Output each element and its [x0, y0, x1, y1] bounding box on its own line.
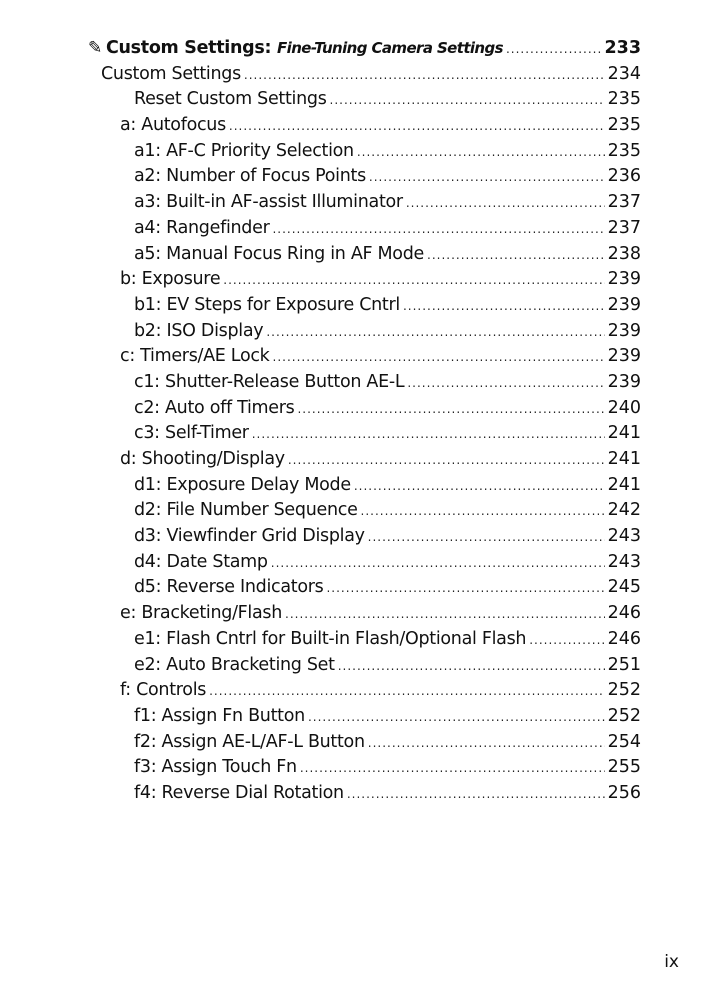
toc-entry-page-number: 239 [607, 371, 641, 392]
dot-leader [403, 294, 605, 320]
toc-entry[interactable] [0, 87, 709, 113]
toc-entry[interactable] [0, 62, 709, 88]
toc-entry-page-number: 239 [607, 294, 641, 315]
toc-entry[interactable] [0, 550, 709, 576]
toc-entry-page-number: 235 [607, 115, 641, 136]
toc-entry-label: d: Shooting/Display [120, 449, 285, 469]
toc-entry[interactable] [0, 319, 709, 345]
dot-leader [354, 474, 605, 500]
toc-entry-page-number: 235 [607, 140, 641, 161]
dot-leader [209, 679, 605, 705]
toc-entry-page-number: 241 [607, 449, 641, 469]
dot-leader [273, 345, 605, 371]
toc-entry-page-number: 252 [607, 680, 641, 701]
toc-entry[interactable] [0, 447, 709, 473]
toc-entry[interactable] [0, 627, 709, 653]
toc-entry[interactable] [0, 524, 709, 550]
toc-entry-label: c3: Self-Timer [134, 423, 249, 444]
toc-entry-label: c2: Auto off Timers [134, 397, 295, 418]
toc-entry-page-number: 246 [607, 603, 641, 624]
dot-leader [326, 576, 604, 602]
dot-leader [427, 243, 605, 269]
dot-leader [506, 37, 601, 63]
toc-entry-page-number: 239 [607, 269, 641, 290]
toc-entry-label: a4: Rangefinder [134, 217, 270, 238]
toc-entry[interactable] [0, 396, 709, 422]
toc-entry-label: c: Timers/AE Lock [120, 346, 270, 367]
toc-entry-page-number: 243 [607, 526, 641, 547]
toc-entry-page-number: 245 [607, 577, 641, 598]
toc-entry-page-number: 238 [607, 243, 641, 264]
toc-entry-label: b2: ISO Display [134, 320, 264, 341]
toc-entry-page-number: 240 [607, 397, 641, 418]
toc-entry-label: Custom Settings [101, 63, 241, 84]
toc-entry-label: a3: Built-in AF-assist Illuminator [134, 192, 403, 213]
toc-entry[interactable] [0, 216, 709, 242]
dot-leader [288, 448, 605, 474]
toc-entry-label: a2: Number of Focus Points [134, 166, 366, 187]
toc-entry[interactable] [0, 267, 709, 293]
toc-entry[interactable] [0, 242, 709, 268]
dot-leader [347, 782, 605, 808]
toc-section-heading[interactable] [0, 36, 709, 62]
toc-entry-page-number: 255 [607, 757, 641, 778]
dot-leader [272, 217, 604, 243]
toc-entry-label: e: Bracketing/Flash [120, 603, 283, 624]
toc-entry[interactable] [0, 473, 709, 499]
pencil-icon: ✎ [88, 38, 102, 58]
toc-entry-page-number: 237 [607, 192, 641, 213]
toc-entry[interactable] [0, 190, 709, 216]
section-heading-title: Custom Settings: [105, 38, 272, 58]
toc-entry[interactable] [0, 139, 709, 165]
toc-entry-label: e2: Auto Bracketing Set [134, 654, 335, 675]
toc-entry[interactable] [0, 113, 709, 139]
toc-entry[interactable] [0, 293, 709, 319]
toc-entry-page-number: 254 [607, 731, 641, 752]
toc-entry-page-number: 256 [607, 782, 641, 803]
dot-leader [330, 88, 605, 114]
section-heading-subtitle: Fine-Tuning Camera Settings [277, 39, 503, 57]
toc-entry-label: f1: Assign Fn Button [134, 705, 305, 726]
toc-entry-label: d3: Viewfinder Grid Display [134, 526, 365, 547]
toc-entry[interactable] [0, 781, 709, 807]
toc-entry-label: f2: Assign AE-L/AF-L Button [134, 731, 365, 752]
toc-entry[interactable] [0, 498, 709, 524]
dot-leader [271, 551, 605, 577]
toc-entry[interactable] [0, 704, 709, 730]
toc-entry-page-number: 243 [607, 551, 641, 572]
dot-leader [368, 525, 605, 551]
toc-entry-page-number: 239 [607, 320, 641, 341]
section-heading-label [88, 36, 503, 62]
toc-entry[interactable] [0, 421, 709, 447]
page-folio: ix [664, 952, 679, 972]
toc-entry[interactable] [0, 344, 709, 370]
dot-leader [266, 320, 604, 346]
toc-entry-page-number: 241 [607, 423, 641, 444]
dot-leader [297, 397, 604, 423]
toc-entry-page-number: 234 [607, 63, 641, 84]
toc-entry-label: d5: Reverse Indicators [134, 577, 324, 598]
toc-entry[interactable] [0, 370, 709, 396]
dot-leader [368, 731, 605, 757]
toc-entry[interactable] [0, 755, 709, 781]
toc-entry-label: d2: File Number Sequence [134, 500, 358, 521]
dot-leader [369, 165, 605, 191]
toc-entry-label: d4: Date Stamp [134, 551, 268, 572]
dot-leader [244, 63, 605, 89]
toc-entry-page-number: 236 [607, 166, 641, 187]
table-of-contents [0, 36, 709, 807]
dot-leader [223, 268, 604, 294]
toc-entry-page-number: 246 [607, 628, 641, 649]
toc-entry-page-number: 237 [607, 217, 641, 238]
toc-entry-label: Reset Custom Settings [134, 89, 327, 110]
toc-entry-label: f: Controls [120, 680, 207, 701]
dot-leader [361, 499, 605, 525]
toc-entry-label: e1: Flash Cntrl for Built-in Flash/Optional Flash [134, 628, 527, 649]
dot-leader [300, 756, 605, 782]
toc-entry-list [0, 62, 709, 807]
dot-leader [357, 140, 605, 166]
toc-entry-label: b1: EV Steps for Exposure Cntrl [134, 294, 400, 315]
toc-entry-page-number: 242 [607, 500, 641, 521]
dot-leader [285, 602, 605, 628]
toc-entry-page-number: 252 [607, 705, 641, 726]
toc-entry[interactable] [0, 601, 709, 627]
dot-leader [338, 654, 605, 680]
toc-entry-label: a5: Manual Focus Ring in AF Mode [134, 243, 424, 264]
toc-entry-label: c1: Shutter-Release Button AE-L [134, 371, 405, 392]
toc-entry-page-number: 251 [607, 654, 641, 675]
toc-entry-page-number: 239 [607, 346, 641, 367]
toc-entry-label: b: Exposure [120, 269, 221, 290]
toc-entry-page-number: 235 [607, 89, 641, 110]
toc-entry[interactable] [0, 678, 709, 704]
toc-entry-page-number: 241 [607, 474, 641, 495]
toc-entry[interactable] [0, 164, 709, 190]
dot-leader [407, 371, 604, 397]
toc-entry-label: a: Autofocus [120, 115, 226, 136]
dot-leader [252, 422, 605, 448]
dot-leader [529, 628, 604, 654]
dot-leader [308, 705, 605, 731]
toc-entry-label: a1: AF-C Priority Selection [134, 140, 354, 161]
dot-leader [406, 191, 605, 217]
section-heading-page-number: 233 [604, 38, 641, 58]
toc-entry-label: f4: Reverse Dial Rotation [134, 782, 344, 803]
toc-entry[interactable] [0, 653, 709, 679]
toc-entry[interactable] [0, 575, 709, 601]
toc-entry-label: f3: Assign Touch Fn [134, 757, 297, 778]
toc-entry[interactable] [0, 730, 709, 756]
dot-leader [229, 114, 605, 140]
toc-entry-label: d1: Exposure Delay Mode [134, 474, 351, 495]
